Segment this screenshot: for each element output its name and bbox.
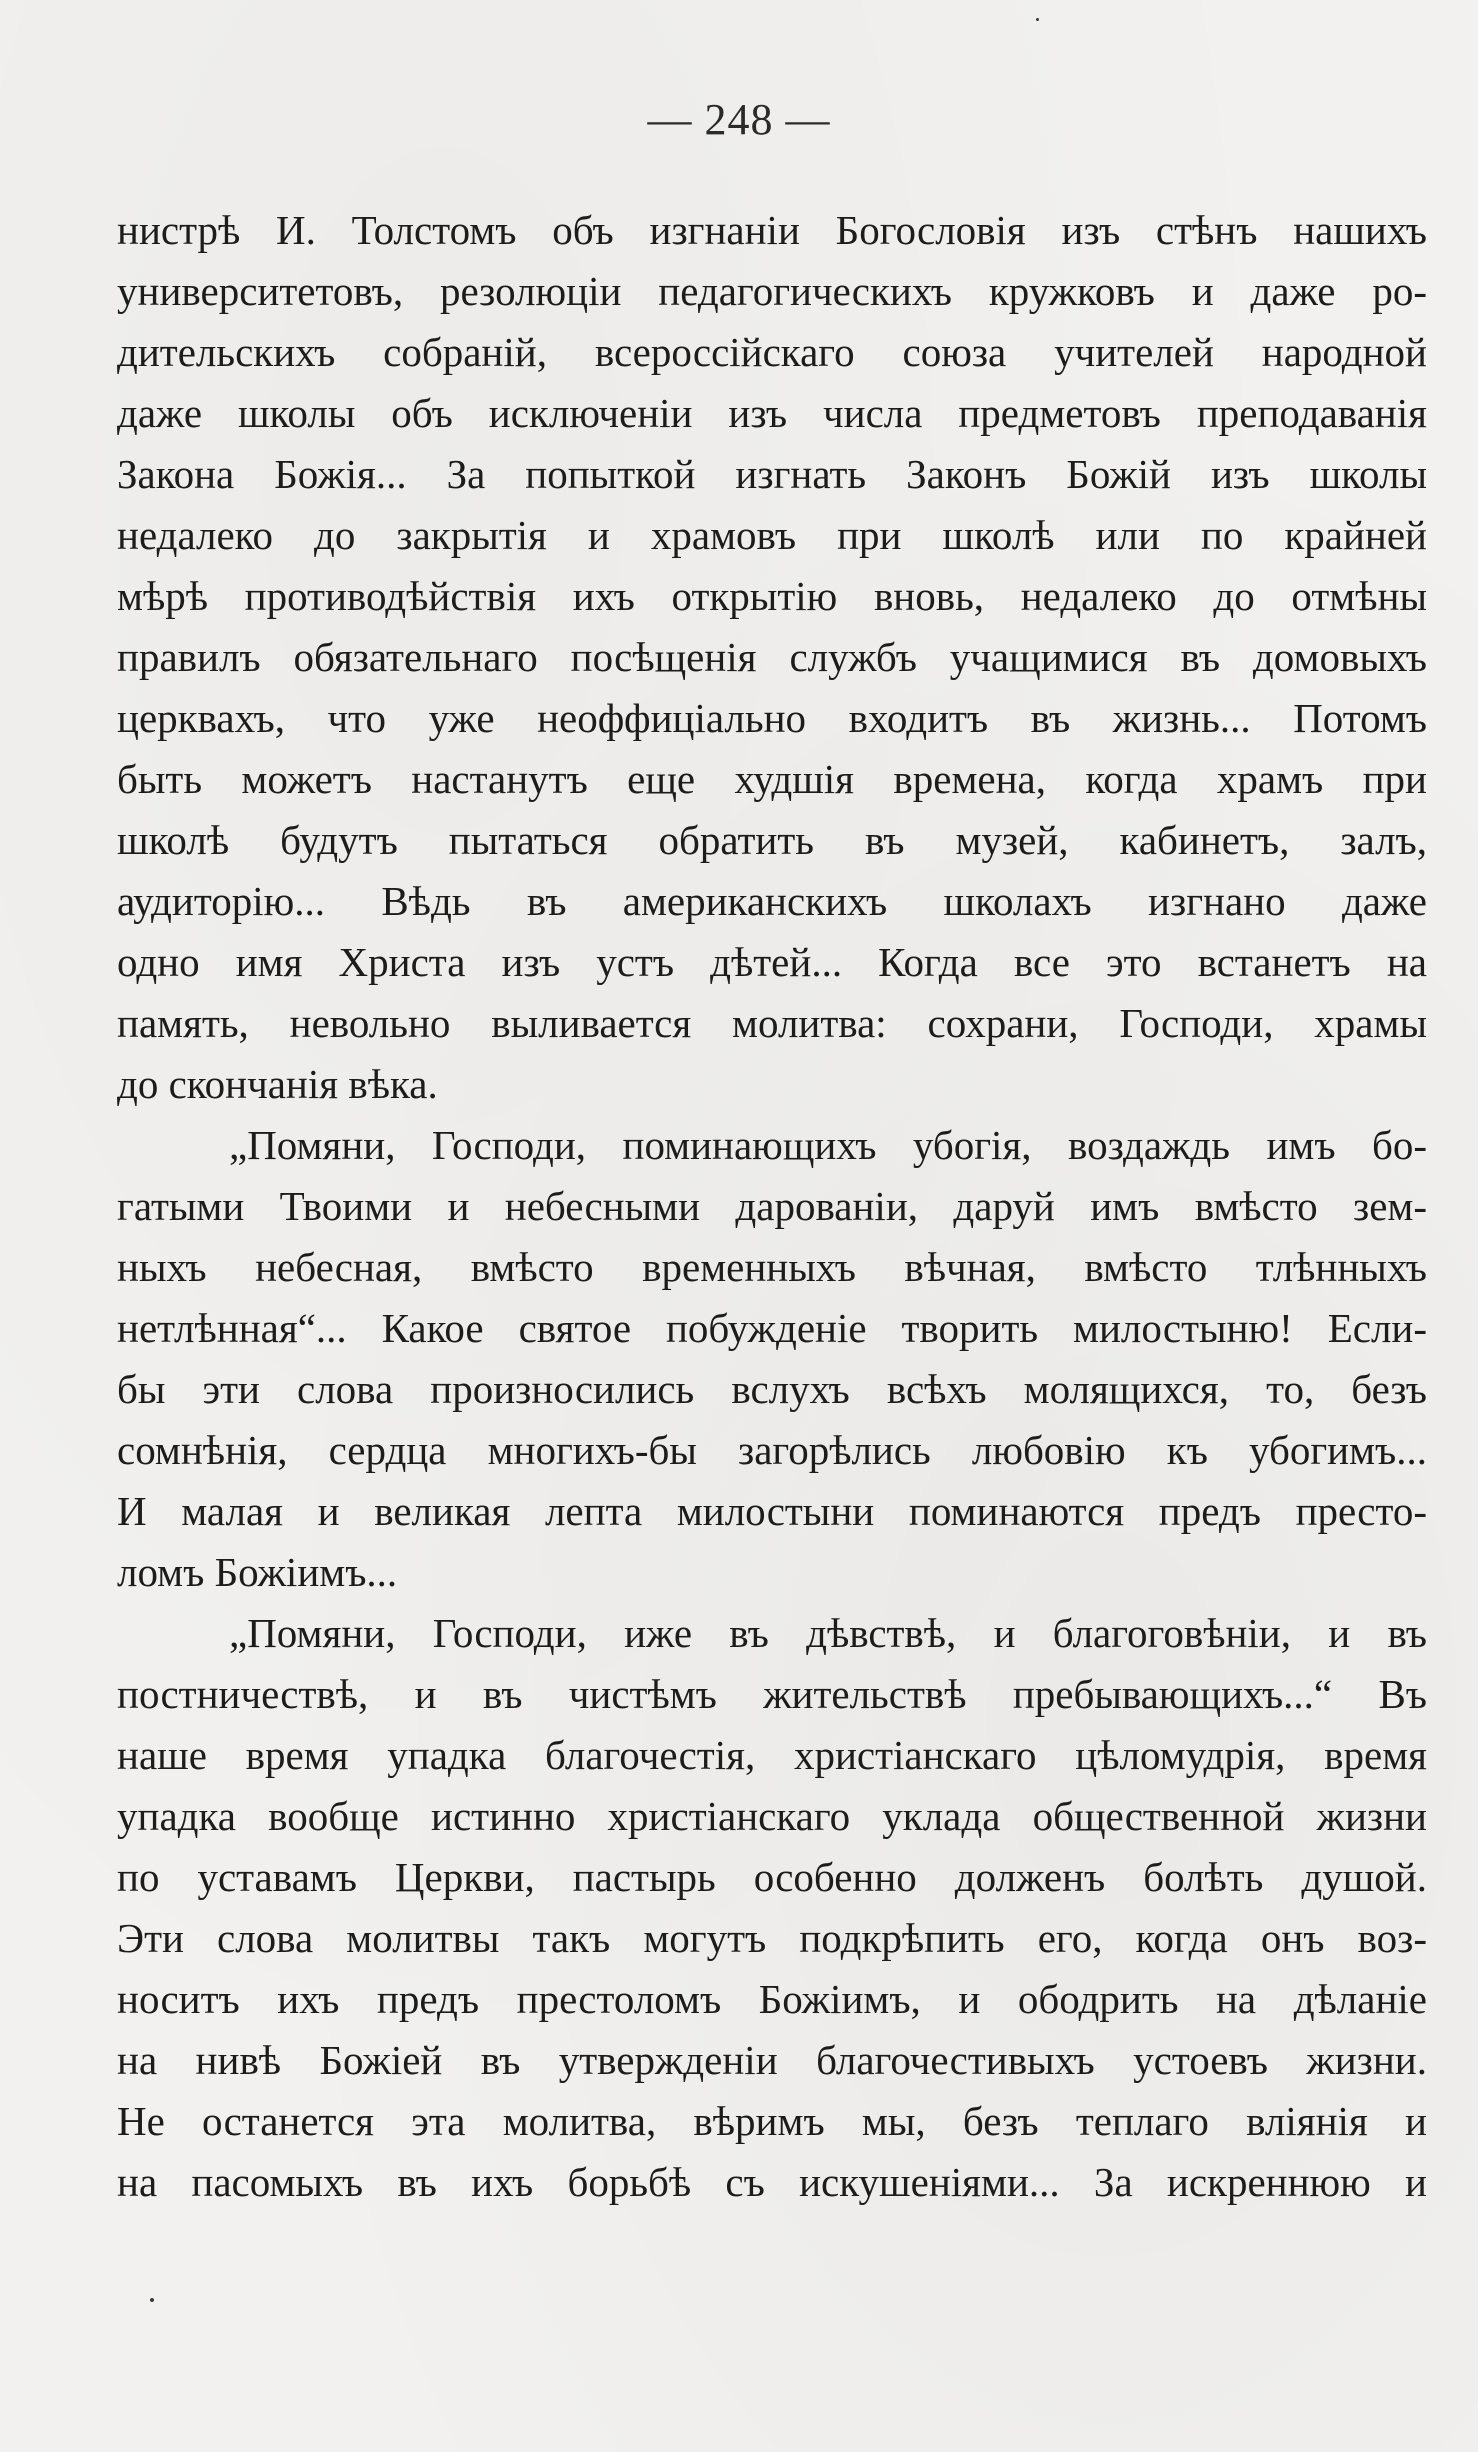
- text-line: Не останется эта молитва, вѣримъ мы, безъ теплаго влiянiя и: [117, 2098, 1427, 2144]
- text-line: быть можетъ настанутъ еще худшiя времена, когда храмъ при: [117, 756, 1427, 802]
- text-line: И малая и великая лепта милостыни поминаются предъ престо-: [117, 1488, 1427, 1534]
- text-line: одно имя Христа изъ устъ дѣтей... Когда все это встанетъ на: [117, 939, 1427, 985]
- text-line: гатыми Твоими и небесными дарованiи, даруй имъ вмѣсто зем-: [117, 1183, 1427, 1229]
- text-line: мѣрѣ противодѣйствiя ихъ открытiю вновь, недалеко до отмѣны: [117, 573, 1427, 619]
- text-line: наше время упадка благочестiя, христiанскаго цѣломудрiя, время: [117, 1732, 1427, 1778]
- text-line: постничествѣ, и въ чистѣмъ жительствѣ пребывающихъ...“ Въ: [117, 1671, 1427, 1717]
- text-line: до скончанiя вѣка.: [117, 1061, 438, 1107]
- text-line: носитъ ихъ предъ престоломъ Божiимъ, и ободрить на дѣланiе: [117, 1976, 1427, 2022]
- text-line: недалеко до закрытiя и храмовъ при школѣ или по крайней: [117, 512, 1427, 558]
- text-line: Закона Божiя... За попыткой изгнать Законъ Божiй изъ школы: [117, 451, 1427, 497]
- text-line: ныхъ небесная, вмѣсто временныхъ вѣчная, вмѣсто тлѣнныхъ: [117, 1244, 1427, 1290]
- text-line: университетовъ, резолюцiи педагогическихъ кружковъ и даже ро-: [117, 268, 1427, 314]
- text-line: ломъ Божiимъ...: [117, 1549, 398, 1595]
- text-line: память, невольно выливается молитва: сохрани, Господи, храмы: [117, 1000, 1427, 1046]
- text-line: на нивѣ Божiей въ утвержденiи благочестивыхъ устоевъ жизни.: [117, 2037, 1427, 2083]
- text-line: церквахъ, что уже неоффицiально входитъ въ жизнь... Потомъ: [117, 695, 1427, 741]
- text-line: сомнѣнiя, сердца многихъ-бы загорѣлись любовiю къ убогимъ...: [117, 1427, 1427, 1473]
- body-text: [117, 200, 1427, 2213]
- text-line: „Помяни, Господи, поминающихъ убогiя, воздаждь имъ бо-: [229, 1122, 1427, 1168]
- text-line: нистрѣ И. Толстомъ объ изгнанiи Богословiя изъ стѣнъ нашихъ: [117, 207, 1427, 253]
- print-speck: [1036, 18, 1039, 21]
- text-line: бы эти слова произносились вслухъ всѣхъ молящихся, то, безъ: [117, 1366, 1427, 1412]
- text-line: на пасомыхъ въ ихъ борьбѣ съ искушенiями... За искреннюю и: [117, 2159, 1427, 2205]
- text-line: упадка вообще истинно христiанскаго уклада общественной жизни: [117, 1793, 1427, 1839]
- text-line: правилъ обязательнаго посѣщенiя службъ учащимися въ домовыхъ: [117, 634, 1427, 680]
- text-line: по уставамъ Церкви, пастырь особенно долженъ болѣть душой.: [117, 1854, 1427, 1900]
- print-speck: [150, 2298, 154, 2302]
- text-line: „Помяни, Господи, иже въ дѣвствѣ, и благоговѣнiи, и въ: [229, 1610, 1427, 1656]
- text-line: даже школы объ исключенiи изъ числа предметовъ преподаванiя: [117, 390, 1427, 436]
- text-line: нетлѣнная“... Какое святое побужденiе творить милостыню! Если-: [117, 1305, 1427, 1351]
- page-number: — 248 —: [647, 95, 831, 144]
- text-line: школѣ будутъ пытаться обратить въ музей, кабинетъ, залъ,: [117, 817, 1427, 863]
- text-line: аудиторiю... Вѣдь въ американскихъ школахъ изгнано даже: [117, 878, 1427, 924]
- text-line: Эти слова молитвы такъ могутъ подкрѣпить его, когда онъ воз-: [117, 1915, 1427, 1961]
- text-line: дительскихъ собранiй, всероссiйскаго союза учителей народной: [117, 329, 1427, 375]
